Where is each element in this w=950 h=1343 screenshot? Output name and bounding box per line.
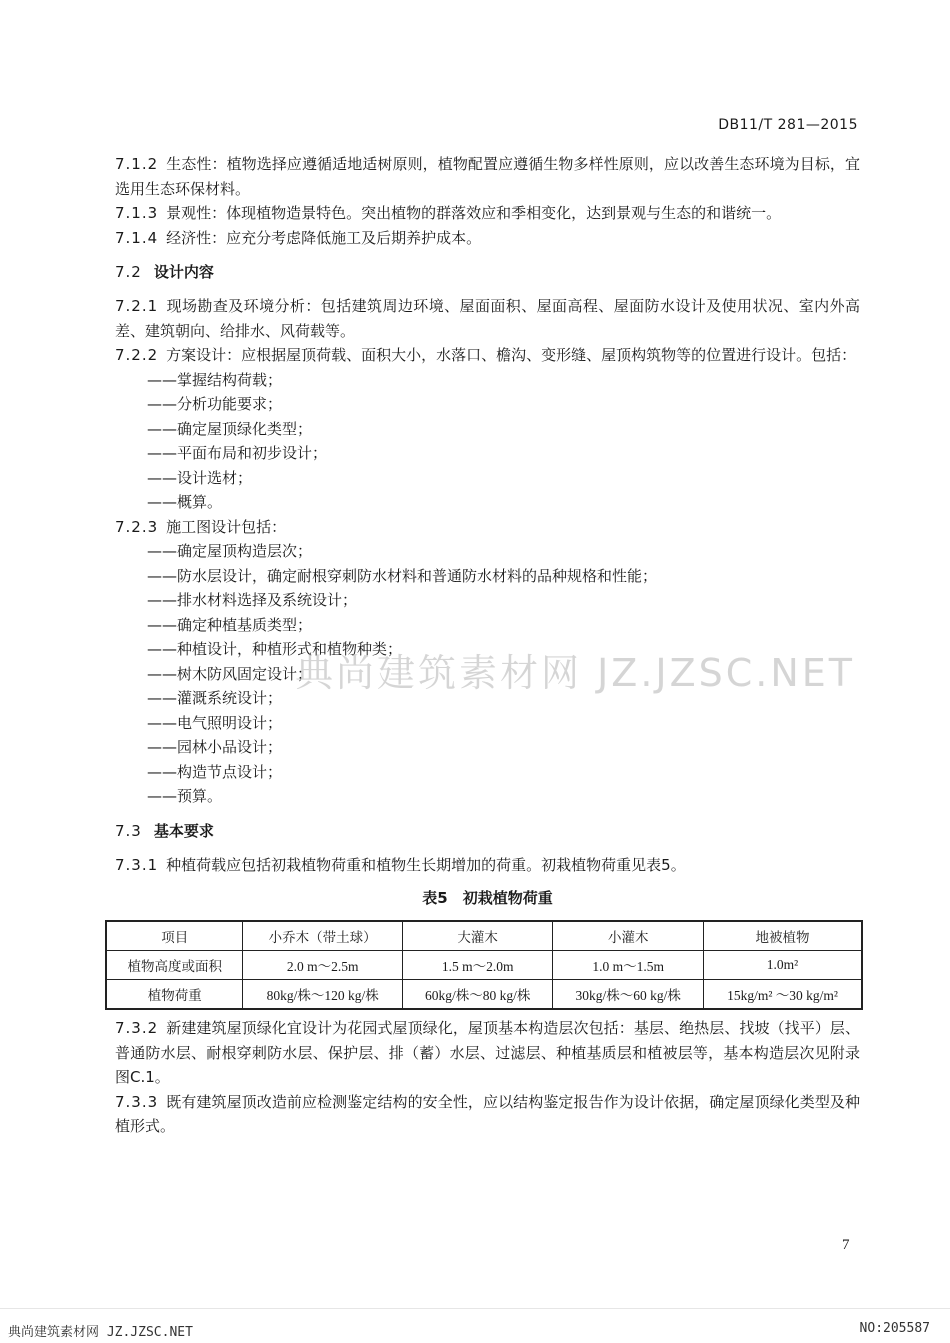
table-cell: 80kg/株～120 kg/株 bbox=[243, 980, 402, 1010]
clause-7-3-2 bbox=[115, 1016, 860, 1090]
clause-number: 7.2.2 bbox=[115, 346, 159, 364]
table-header-cell: 小灌木 bbox=[553, 921, 704, 951]
clause-7-1-3 bbox=[115, 201, 860, 226]
list-item: ——园林小品设计； bbox=[147, 738, 283, 756]
clause-text: 新建建筑屋顶绿化宜设计为花园式屋顶绿化，屋顶基本构造层次包括：基层、绝热层、找坡（找平）层、普通防水层、耐根穿刺防水层、保护层、排（蓄）水层、过滤层、种植基质层和植被层等，基本构造层次见附录图C.1。 bbox=[115, 1019, 860, 1086]
list-item: ——概算。 bbox=[147, 493, 223, 511]
list-item: ——确定屋顶构造层次； bbox=[147, 542, 313, 560]
table-row bbox=[106, 951, 862, 980]
clause-7-1-4 bbox=[115, 226, 860, 251]
list-item: ——灌溉系统设计； bbox=[147, 689, 283, 707]
list-item: ——分析功能要求； bbox=[147, 395, 283, 413]
clause-number: 7.3.2 bbox=[115, 1019, 159, 1037]
clause-number: 7.2.1 bbox=[115, 297, 159, 315]
section-number: 7.2 bbox=[115, 263, 142, 281]
table-cell: 60kg/株～80 kg/株 bbox=[402, 980, 553, 1010]
clause-number: 7.1.3 bbox=[115, 204, 159, 222]
list-item: ——设计选材； bbox=[147, 468, 253, 487]
table-row bbox=[106, 980, 862, 1010]
table-cell: 1.0m² bbox=[704, 951, 862, 980]
body-text bbox=[115, 152, 860, 1139]
plant-load-table bbox=[105, 920, 863, 1010]
table-cell: 1.0 m～1.5m bbox=[553, 951, 704, 980]
clause-text: 方案设计：应根据屋顶荷载、面积大小，水落口、檐沟、变形缝、屋顶构筑物等的位置进行设计。包括： bbox=[166, 346, 857, 364]
clause-text: 种植荷载应包括初栽植物荷重和植物生长期增加的荷重。初栽植物荷重见表5。 bbox=[166, 855, 686, 874]
table-cell: 15kg/m² ～30 kg/m² bbox=[704, 980, 862, 1010]
clause-7-2-1 bbox=[115, 294, 860, 343]
list-item: ——树木防风固定设计； bbox=[147, 664, 313, 683]
table-header-cell: 大灌木 bbox=[402, 921, 553, 951]
section-title: 设计内容 bbox=[153, 263, 214, 281]
table-header-cell: 小乔木（带土球） bbox=[243, 921, 402, 951]
list-item: ——确定屋顶绿化类型； bbox=[147, 419, 313, 438]
clause-text: 景观性：体现植物造景特色。突出植物的群落效应和季相变化，达到景观与生态的和谐统一。 bbox=[166, 204, 782, 222]
table-cell: 植物荷重 bbox=[106, 980, 243, 1010]
clause-number: 7.3.1 bbox=[115, 855, 159, 874]
table-header-row bbox=[106, 921, 862, 951]
list-item: ——平面布局和初步设计； bbox=[147, 444, 328, 462]
watermark: 典尚建筑素材网 JZ.JZSC.NET bbox=[295, 651, 856, 695]
clause-7-2-3 bbox=[115, 515, 860, 540]
section-heading-7-3 bbox=[115, 819, 860, 843]
list-item: ——排水材料选择及系统设计； bbox=[147, 591, 358, 609]
clause-text: 施工图设计包括： bbox=[166, 517, 287, 536]
document-code: DB11/T 281—2015 bbox=[718, 117, 858, 133]
list-item: ——防水层设计，确定耐根穿刺防水材料和普通防水材料的品种规格和性能； bbox=[147, 566, 658, 585]
footer-bar bbox=[0, 1318, 950, 1343]
clause-text: 既有建筑屋顶改造前应检测鉴定结构的安全性，应以结构鉴定报告作为设计依据，确定屋顶绿化类型及种植形式。 bbox=[115, 1092, 860, 1135]
section-number: 7.3 bbox=[115, 821, 142, 840]
clause-number: 7.3.3 bbox=[115, 1092, 159, 1111]
table-cell: 植物高度或面积 bbox=[106, 951, 243, 980]
clause-text: 现场勘查及环境分析：包括建筑周边环境、屋面面积、屋面高程、屋面防水设计及使用状况、室内外高差、建筑朝向、给排水、风荷载等。 bbox=[115, 297, 860, 340]
clause-7-3-3 bbox=[115, 1090, 860, 1139]
table-cell: 1.5 m～2.0m bbox=[402, 951, 553, 980]
table-cell: 30kg/株～60 kg/株 bbox=[553, 980, 704, 1010]
list-item: ——预算。 bbox=[147, 787, 223, 805]
section-title: 基本要求 bbox=[153, 821, 214, 840]
clause-number: 7.2.3 bbox=[115, 517, 159, 536]
footer-divider bbox=[0, 1308, 950, 1309]
list-item: ——构造节点设计； bbox=[147, 762, 283, 781]
footer-id-label: NO:205587 bbox=[859, 1321, 930, 1336]
list-item: ——电气照明设计； bbox=[147, 713, 283, 732]
table-header-cell: 地被植物 bbox=[704, 921, 862, 951]
clause-text: 经济性：应充分考虑降低施工及后期养护成本。 bbox=[166, 228, 482, 247]
page-number: 7 bbox=[842, 1237, 850, 1253]
clause-text: 生态性：植物选择应遵循适地适树原则，植物配置应遵循生物多样性原则，应以改善生态环境为目标，宜选用生态环保材料。 bbox=[115, 155, 860, 198]
table-cell: 2.0 m～2.5m bbox=[243, 951, 402, 980]
table-header-cell: 项目 bbox=[106, 921, 243, 951]
footer-site-label: 典尚建筑素材网 JZ.JZSC.NET bbox=[8, 1325, 193, 1340]
list-item: ——确定种植基质类型； bbox=[147, 615, 313, 634]
table-caption: 表5 初栽植物荷重 bbox=[422, 889, 553, 907]
clause-number: 7.1.4 bbox=[115, 228, 159, 247]
clause-7-2-2 bbox=[115, 343, 860, 368]
list-item: ——掌握结构荷载； bbox=[147, 370, 283, 389]
clause-7-3-1 bbox=[115, 853, 860, 878]
clause-number: 7.1.2 bbox=[115, 155, 159, 173]
list-item: ——种植设计，种植形式和植物种类； bbox=[147, 640, 403, 658]
clause-7-1-2 bbox=[115, 152, 860, 201]
section-heading-7-2 bbox=[115, 260, 860, 284]
